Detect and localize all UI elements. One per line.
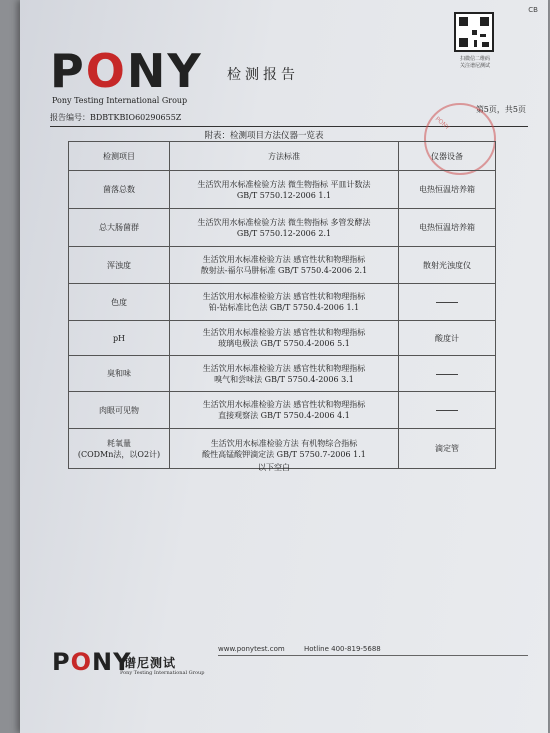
report-number: 报告编号：BDBTKBIO60290655Z (50, 113, 182, 122)
header-method: 方法标准 (170, 142, 399, 171)
row-method: 生活饮用水标准检验方法 有机物综合指标 酸性高锰酸钾滴定法 GB/T 5750.7-2006 1.1 (170, 429, 399, 469)
row-method: 生活饮用水标准检验方法 微生物指标 多管发酵法 GB/T 5750.12-2006 2.1 (170, 209, 399, 247)
table-row (69, 392, 496, 429)
table-row (69, 247, 496, 284)
row-instrument-empty (399, 284, 496, 321)
row-instrument: 酸度计 (399, 321, 496, 356)
end-of-content-note: 以下空白 (258, 463, 290, 472)
row-method: 生活饮用水标准检验方法 感官性状和物理指标 玻璃电极法 GB/T 5750.4-2006 5.1 (170, 321, 399, 356)
footer-brand-en: Pony Testing International Group (120, 670, 205, 676)
table-row (69, 171, 496, 209)
logo-p: P (50, 44, 86, 98)
dash-mark (436, 374, 458, 375)
row-instrument: 电热恒温培养箱 (399, 171, 496, 209)
row-method: 生活饮用水标准检验方法 感官性状和物理指标 散射法-福尔马肼标准 GB/T 5750.4-2006 2.1 (170, 247, 399, 284)
methods-table (68, 141, 496, 469)
row-instrument: 滴定管 (399, 429, 496, 469)
table-row (69, 356, 496, 392)
qr-code-icon (454, 12, 494, 52)
dash-mark (436, 410, 458, 411)
row-item: 浑浊度 (69, 247, 170, 284)
header-instrument: 仪器设备 (399, 142, 496, 171)
logo-o: O (85, 44, 127, 98)
footer-hotline: Hotline 400-819-5688 (304, 645, 381, 653)
header-item: 检测项目 (69, 142, 170, 171)
row-instrument-empty (399, 392, 496, 429)
pony-logo (50, 44, 203, 98)
row-item: 菌落总数 (69, 171, 170, 209)
row-method: 生活饮用水标准检验方法 感官性状和物理指标 直接观察法 GB/T 5750.4-2006 4.1 (170, 392, 399, 429)
logo-ny: NY (126, 44, 203, 98)
footer-divider (218, 655, 528, 656)
table-row (69, 284, 496, 321)
seal-text: PONY (433, 115, 451, 132)
appendix-title: 附表：检测项目方法仪器一览表 (204, 131, 324, 141)
page-number: 第5页，共5页 (475, 105, 526, 114)
row-item: 色度 (69, 284, 170, 321)
row-item: 臭和味 (69, 356, 170, 392)
row-item: 总大肠菌群 (69, 209, 170, 247)
report-page (20, 0, 548, 733)
footer-url: www.ponytest.com (218, 645, 285, 653)
row-method: 生活饮用水标准检验方法 感官性状和物理指标 嗅气和尝味法 GB/T 5750.4-2006 3.1 (170, 356, 399, 392)
row-item: pH (69, 321, 170, 356)
document-title: 检测报告 (227, 67, 299, 83)
row-item: 肉眼可见物 (69, 392, 170, 429)
table-header-row (69, 142, 496, 171)
dash-mark (436, 302, 458, 303)
row-instrument: 电热恒温培养箱 (399, 209, 496, 247)
footer-brand-cn: 谱尼测试 (124, 656, 177, 670)
table-row (69, 321, 496, 356)
logo-subtitle: Pony Testing International Group (52, 96, 188, 105)
row-method: 生活饮用水标准检验方法 微生物指标 平皿计数法 GB/T 5750.12-2006 1.1 (170, 171, 399, 209)
row-item: 耗氧量 (CODMn法，以O2计) (69, 429, 170, 469)
table-row (69, 209, 496, 247)
row-instrument-empty (399, 356, 496, 392)
footer-logo: PONY (52, 648, 132, 676)
row-instrument: 散射光浊度仪 (399, 247, 496, 284)
qr-caption: 扫微信二维码 关注谱尼测试 (459, 56, 490, 69)
row-method: 生活饮用水标准检验方法 感官性状和物理指标 铂-钴标准比色法 GB/T 5750.4-2006 1.1 (170, 284, 399, 321)
corner-code: CB (528, 6, 538, 14)
